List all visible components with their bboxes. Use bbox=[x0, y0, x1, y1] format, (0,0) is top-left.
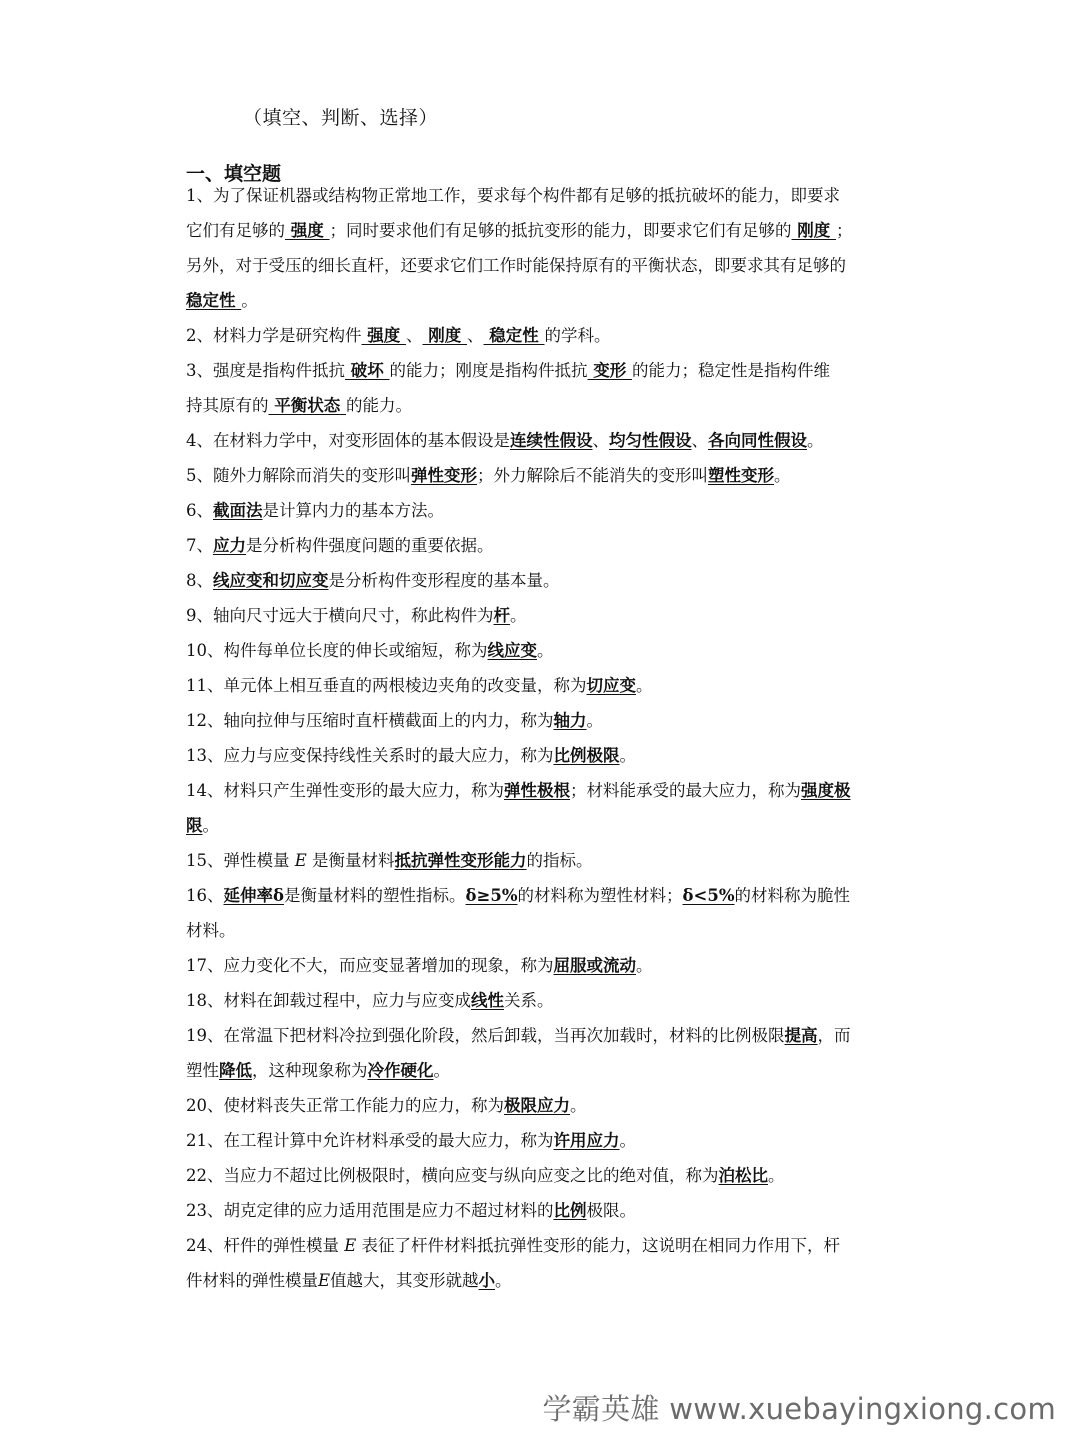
q-text: 。 bbox=[768, 1166, 785, 1185]
answer: 破坏 bbox=[345, 361, 390, 380]
answer: 强度 bbox=[285, 221, 330, 240]
question-23 bbox=[186, 1193, 898, 1228]
answer: 刚度 bbox=[791, 221, 836, 240]
q19-line-1 bbox=[186, 1018, 898, 1053]
answer: 均匀性假设 bbox=[609, 431, 692, 450]
question-4 bbox=[186, 423, 898, 458]
answer: 弹性极根 bbox=[504, 781, 570, 800]
q19-line-2 bbox=[186, 1053, 898, 1088]
question-3 bbox=[186, 353, 898, 423]
question-16 bbox=[186, 878, 898, 948]
q-text: 。 bbox=[807, 431, 824, 450]
document-subtitle: （填空、判断、选择） bbox=[243, 107, 439, 129]
q-text: 。 bbox=[570, 1096, 587, 1115]
q-text: 24、杆件的弹性模量 bbox=[186, 1236, 339, 1255]
q18-line bbox=[186, 983, 898, 1018]
q-text: 15、弹性模量 bbox=[186, 851, 290, 870]
q-text: 的材料称为脆性 bbox=[734, 886, 851, 905]
answer: 平衡状态 bbox=[268, 396, 346, 415]
q-text: 2、材料力学是研究构件 bbox=[186, 326, 362, 345]
q1-text: 它们有足够的 bbox=[186, 221, 285, 240]
q-text: 的学科。 bbox=[544, 326, 611, 345]
q-text: 的能力；稳定性是指构件维 bbox=[632, 361, 830, 380]
q-text: 是计算内力的基本方法。 bbox=[262, 501, 444, 520]
q-text: 极限。 bbox=[586, 1201, 636, 1220]
q21-line bbox=[186, 1123, 898, 1158]
answer: 杆 bbox=[493, 606, 510, 625]
answer: 延伸率δ bbox=[223, 886, 285, 905]
q1-line-3: 另外，对于受压的细长直杆，还要求它们工作时能保持原有的平衡状态，即要求其有足够的 bbox=[186, 256, 846, 275]
answer: 塑性变形 bbox=[708, 466, 774, 485]
question-21 bbox=[186, 1123, 898, 1158]
question-14 bbox=[186, 773, 898, 843]
q-text: 的材料称为塑性材料； bbox=[517, 886, 683, 905]
answer: 各向同性假设 bbox=[708, 431, 807, 450]
answer: 许用应力 bbox=[553, 1131, 620, 1150]
q-text: 值越大，其变形就越 bbox=[330, 1271, 479, 1290]
q-text: 22、当应力不超过比例极限时，横向应变与纵向应变之比的绝对值，称为 bbox=[186, 1166, 719, 1185]
question-18 bbox=[186, 983, 898, 1018]
question-15 bbox=[186, 843, 898, 878]
question-2 bbox=[186, 318, 898, 353]
q10-line bbox=[186, 633, 898, 668]
answer: 限 bbox=[186, 816, 203, 835]
q-text: 7、 bbox=[186, 536, 213, 555]
q-text: 、 bbox=[467, 326, 484, 345]
q2-line bbox=[186, 318, 898, 353]
question-20 bbox=[186, 1088, 898, 1123]
answer: 强度极 bbox=[801, 781, 851, 800]
symbol-E: E bbox=[344, 1236, 357, 1255]
q-text: 是衡量材料 bbox=[312, 851, 395, 870]
q-text: 的能力。 bbox=[346, 396, 412, 415]
watermark-footer: 学霸英雄 www.xuebayingxiong.com bbox=[542, 1392, 1056, 1426]
q-text: ，而 bbox=[817, 1026, 851, 1045]
q-text: 。 bbox=[433, 1061, 450, 1080]
section-title: 一、填空题 bbox=[186, 163, 282, 185]
q-text: 塑性 bbox=[186, 1061, 219, 1080]
q-text: 23、胡克定律的应力适用范围是应力不超过材料的 bbox=[186, 1201, 554, 1220]
q-text: 20、使材料丧失正常工作能力的应力，称为 bbox=[186, 1096, 504, 1115]
q-text: 18、材料在卸载过程中，应力与应变成 bbox=[186, 991, 471, 1010]
q-text: 12、轴向拉伸与压缩时直杆横截面上的内力，称为 bbox=[186, 711, 554, 730]
answer: 变形 bbox=[587, 361, 632, 380]
answer: δ≥5% bbox=[465, 886, 518, 905]
q-text: 17、应力变化不大，而应变显著增加的现象，称为 bbox=[186, 956, 554, 975]
symbol-E: E bbox=[294, 851, 307, 870]
q-text: 。 bbox=[636, 676, 653, 695]
answer: 切应变 bbox=[586, 676, 636, 695]
q-text: 。 bbox=[774, 466, 791, 485]
q-text: 。 bbox=[495, 1271, 512, 1290]
answer: 屈服或流动 bbox=[553, 956, 636, 975]
q5-line bbox=[186, 458, 898, 493]
q1-line-2 bbox=[186, 213, 898, 248]
q-text: 16、 bbox=[186, 886, 224, 905]
q-text: 5、随外力解除而消失的变形叫 bbox=[186, 466, 411, 485]
q4-line bbox=[186, 423, 898, 458]
answer: 稳定性 bbox=[483, 326, 545, 345]
answer: 极限应力 bbox=[504, 1096, 570, 1115]
question-1 bbox=[186, 178, 898, 318]
q-text: 4、在材料力学中，对变形固体的基本假设是 bbox=[186, 431, 510, 450]
answer: 强度 bbox=[361, 326, 406, 345]
q-text: 。 bbox=[619, 1131, 636, 1150]
answer: 线应变和切应变 bbox=[213, 571, 329, 590]
q13-line bbox=[186, 738, 898, 773]
answer: 抵抗弹性变形能力 bbox=[394, 851, 527, 870]
q3-line-2 bbox=[186, 388, 898, 423]
q16-line-1 bbox=[186, 878, 898, 913]
question-19 bbox=[186, 1018, 898, 1088]
q-text: 8、 bbox=[186, 571, 213, 590]
q-text: 。 bbox=[619, 746, 636, 765]
answer: 轴力 bbox=[553, 711, 587, 730]
answer: 提高 bbox=[784, 1026, 818, 1045]
q-text: 9、轴向尺寸远大于横向尺寸，称此构件为 bbox=[186, 606, 494, 625]
answer: 稳定性 bbox=[186, 291, 242, 310]
q1-text: ；同时要求他们有足够的抵抗变形的能力，即要求它们有足够的 bbox=[329, 221, 792, 240]
question-10 bbox=[186, 633, 898, 668]
q1-text: ； bbox=[836, 221, 853, 240]
answer: 线性 bbox=[471, 991, 504, 1010]
q1-text: 。 bbox=[241, 291, 258, 310]
answer: 小 bbox=[478, 1271, 496, 1290]
question-8 bbox=[186, 563, 898, 598]
q9-line bbox=[186, 598, 898, 633]
q-text: 。 bbox=[537, 641, 554, 660]
answer: 冷作硬化 bbox=[367, 1061, 434, 1080]
q-text: 持其原有的 bbox=[186, 396, 269, 415]
q-text: 21、在工程计算中允许材料承受的最大应力，称为 bbox=[186, 1131, 554, 1150]
q14-line-1 bbox=[186, 773, 898, 808]
question-24 bbox=[186, 1228, 898, 1298]
answer: 比例极限 bbox=[553, 746, 620, 765]
q24-line-2 bbox=[186, 1263, 898, 1298]
q-text: 11、单元体上相互垂直的两根棱边夹角的改变量，称为 bbox=[186, 676, 587, 695]
q-text: 、 bbox=[691, 431, 708, 450]
q20-line bbox=[186, 1088, 898, 1123]
question-12 bbox=[186, 703, 898, 738]
q-text: 表征了杆件材料抵抗弹性变形的能力，这说明在相同力作用下，杆 bbox=[361, 1236, 841, 1255]
question-6 bbox=[186, 493, 898, 528]
q-text: 。 bbox=[636, 956, 653, 975]
q17-line bbox=[186, 948, 898, 983]
q12-line bbox=[186, 703, 898, 738]
q-text: ，这种现象称为 bbox=[252, 1061, 368, 1080]
answer: 比例 bbox=[553, 1201, 587, 1220]
q3-line-1 bbox=[186, 353, 898, 388]
q-text: 是衡量材料的塑性指标。 bbox=[284, 886, 466, 905]
q-text: 、 bbox=[406, 326, 423, 345]
q8-line bbox=[186, 563, 898, 598]
answer: 应力 bbox=[213, 536, 246, 555]
q1-line-1: 1、为了保证机器或结构物正常地工作，要求每个构件都有足够的抵抗破坏的能力，即要求 bbox=[186, 186, 840, 205]
q6-line bbox=[186, 493, 898, 528]
q-text: 关系。 bbox=[504, 991, 554, 1010]
question-9 bbox=[186, 598, 898, 633]
q-text: 、 bbox=[592, 431, 609, 450]
question-5 bbox=[186, 458, 898, 493]
q-text: 。 bbox=[510, 606, 527, 625]
answer: 降低 bbox=[219, 1061, 252, 1080]
q14-line-2 bbox=[186, 808, 898, 843]
q-text: 3、强度是指构件抵抗 bbox=[186, 361, 345, 380]
q22-line bbox=[186, 1158, 898, 1193]
q24-line-1 bbox=[186, 1228, 898, 1263]
answer: 连续性假设 bbox=[510, 431, 593, 450]
question-7 bbox=[186, 528, 898, 563]
question-22 bbox=[186, 1158, 898, 1193]
answer: 线应变 bbox=[487, 641, 537, 660]
answer: 刚度 bbox=[422, 326, 467, 345]
q-text: 13、应力与应变保持线性关系时的最大应力，称为 bbox=[186, 746, 554, 765]
q23-line bbox=[186, 1193, 898, 1228]
q-text: 的能力；刚度是指构件抵抗 bbox=[389, 361, 588, 380]
q7-line bbox=[186, 528, 898, 563]
question-11 bbox=[186, 668, 898, 703]
answer: 弹性变形 bbox=[411, 466, 477, 485]
question-17 bbox=[186, 948, 898, 983]
q1-line-4 bbox=[186, 283, 898, 318]
q-text: ；外力解除后不能消失的变形叫 bbox=[477, 466, 708, 485]
question-13 bbox=[186, 738, 898, 773]
q-text: ；材料能承受的最大应力，称为 bbox=[570, 781, 801, 800]
answer: 泊松比 bbox=[718, 1166, 768, 1185]
q16-line-2: 材料。 bbox=[186, 921, 236, 940]
q-text: 的指标。 bbox=[526, 851, 593, 870]
answer: 截面法 bbox=[213, 501, 263, 520]
q-text: 10、构件每单位长度的伸长或缩短，称为 bbox=[186, 641, 488, 660]
q-text: 是分析构件强度问题的重要依据。 bbox=[246, 536, 494, 555]
q-text: 。 bbox=[586, 711, 603, 730]
q-text: 19、在常温下把材料冷拉到强化阶段，然后卸载，当再次加载时，材料的比例极限 bbox=[186, 1026, 785, 1045]
q-text: 14、材料只产生弹性变形的最大应力，称为 bbox=[186, 781, 504, 800]
q15-line bbox=[186, 843, 898, 878]
q11-line bbox=[186, 668, 898, 703]
q-text: 件材料的弹性模量 bbox=[186, 1271, 318, 1290]
q-text: 是分析构件变形程度的基本量。 bbox=[328, 571, 560, 590]
answer: δ<5% bbox=[682, 886, 735, 905]
q-text: 。 bbox=[202, 816, 219, 835]
q-text: 6、 bbox=[186, 501, 213, 520]
symbol-E: E bbox=[318, 1271, 331, 1290]
